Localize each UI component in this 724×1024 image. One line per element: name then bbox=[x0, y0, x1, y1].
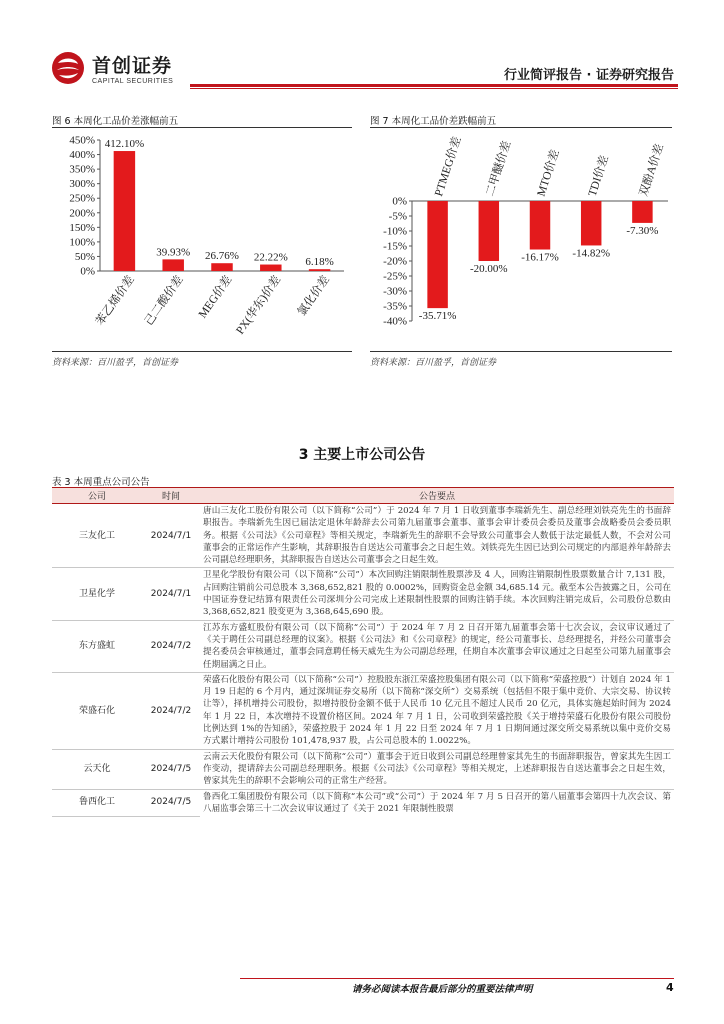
y-tick-label: -40% bbox=[383, 315, 407, 328]
capital-securities-logo-icon bbox=[50, 50, 86, 86]
x-category-label: TDI价差 bbox=[586, 154, 612, 198]
date-cell: 2024/7/5 bbox=[142, 789, 200, 816]
y-tick-label: 150% bbox=[69, 221, 95, 234]
summary-cell: 云南云天化股份有限公司（以下简称“公司”）董事会于近日收到公司副总经理曾家其先生的书面辞职报告，曾家其先生因工作变动，提请辞去公司副总经理职务。根据《公司法》《公司章程》等相关规定，上述辞职报告自送达董事会之日起生效，曾家其先生的辞职不会影响公司的正常生产经营。 bbox=[200, 749, 674, 789]
x-category-label: 苯乙烯价差 bbox=[94, 273, 137, 328]
table-row bbox=[52, 620, 674, 672]
legal-disclaimer-note: 请务必阅读本报告最后部分的重要法律声明 bbox=[352, 984, 533, 995]
bar-value-label: -14.82% bbox=[572, 247, 610, 260]
figure-7-title: 图 7 本周化工品价差跌幅前五 bbox=[370, 116, 497, 127]
footer-divider bbox=[240, 978, 674, 979]
bar-value-label: 39.93% bbox=[156, 246, 191, 259]
table-caption: 表 3 本周重点公司公告 bbox=[52, 477, 150, 488]
bar bbox=[260, 265, 281, 271]
summary-cell: 卫星化学股份有限公司（以下简称“公司”）本次回购注销限制性股票涉及 4 人，回购注销限制性股票数量合计 7,131 股，占回购注销前公司总股本 3,368,652,821 股的 0.0002%，回购资金总金额 34,685.14 元。截至本公告披露之日，公司在中国证券登记结算有限责任公司深圳分公司完成上述限制性股票的回购注销手续。本次回购注销完成后，公司股份总数由 3,368,652,821 股变更为 3,368,645,690 股。 bbox=[200, 568, 674, 620]
bar bbox=[211, 263, 232, 271]
bar-value-label: 6.18% bbox=[305, 256, 334, 269]
figure-7-source: 资料来源：百川盈孚，首创证券 bbox=[370, 358, 497, 368]
bar-value-label: 412.10% bbox=[104, 138, 145, 151]
date-cell: 2024/7/5 bbox=[142, 749, 200, 789]
bar-value-label: -16.17% bbox=[521, 251, 559, 264]
bar bbox=[114, 151, 135, 271]
bar-value-label: 26.76% bbox=[205, 250, 239, 263]
company-cell: 东方盛虹 bbox=[52, 620, 142, 672]
figure-6-title-rule bbox=[52, 127, 352, 128]
y-tick-label: 0% bbox=[80, 265, 95, 278]
x-category-label: 氯化价差 bbox=[295, 273, 333, 319]
figure-6-source: 资料来源：百川盈孚，首创证券 bbox=[52, 358, 179, 368]
figure-6-title: 图 6 本周化工品价差涨幅前五 bbox=[52, 116, 179, 127]
header-summary: 公告要点 bbox=[200, 488, 674, 504]
y-tick-label: -35% bbox=[383, 300, 407, 313]
figure-7-bar-chart bbox=[370, 130, 672, 352]
x-category-label: 双酚A价差 bbox=[637, 142, 667, 198]
figure-6-bottom-rule bbox=[52, 351, 352, 352]
summary-cell: 唐山三友化工股份有限公司（以下简称“公司”）于 2024 年 7 月 1 日收到董事李瑞新先生、副总经理刘铁亮先生的书面辞职报告。李瑞新先生因已届法定退休年龄辞去公司第九届董事会董事、董事会审计委员会委员及董事会战略委员会委员职务。根据《公司法》《公司章程》等相关规定，李瑞新先生的辞职不会导致公司董事会人数低于法定最低人数，不会对公司董事会的正常运作产生影响，其辞职报告自送达公司董事会之日起生效。刘铁亮先生因已达到公司规定的内部退养年龄辞去公司副总经理职务，其辞职报告自送达公司董事会之日起生效。 bbox=[200, 504, 674, 568]
page-header bbox=[50, 50, 678, 90]
bar bbox=[479, 201, 499, 261]
y-tick-label: 0% bbox=[392, 195, 407, 208]
y-tick-label: -20% bbox=[383, 255, 407, 268]
y-tick-label: 400% bbox=[69, 149, 95, 162]
header-divider-thin bbox=[190, 88, 678, 89]
y-tick-label: 250% bbox=[69, 192, 95, 205]
announcements-table bbox=[52, 487, 674, 817]
x-category-label: MEG价差 bbox=[196, 273, 235, 321]
table-header-row bbox=[52, 488, 674, 504]
company-cell: 荣盛石化 bbox=[52, 672, 142, 749]
table-row bbox=[52, 568, 674, 620]
y-tick-label: 50% bbox=[74, 250, 95, 263]
y-tick-label: -5% bbox=[388, 210, 407, 223]
bar-value-label: -35.71% bbox=[418, 310, 457, 323]
table-row bbox=[52, 672, 674, 749]
header-company: 公司 bbox=[52, 488, 142, 504]
x-category-label: MTO价差 bbox=[535, 148, 562, 198]
y-tick-label: 350% bbox=[69, 163, 95, 176]
y-tick-label: -15% bbox=[383, 240, 407, 253]
x-category-label: PX(华东)价差 bbox=[234, 273, 284, 337]
bar bbox=[581, 201, 601, 245]
date-cell: 2024/7/1 bbox=[142, 504, 200, 568]
summary-cell: 荣盛石化股份有限公司（以下简称“公司”）控股股东浙江荣盛控股集团有限公司（以下简称“荣盛控股”）计划自 2024 年 1 月 19 日起的 6 个月内，通过深圳证券交易所（以下简称“深交所”）交易系统（包括但不限于集中竞价、大宗交易、协议转让等），择机增持公司股份，拟增持股份金额不低于人民币 10 亿元且不超过人民币 20 亿元，具体实施起始时间为 2024 年 1 月 22 日，本次增持不设置价格区间。2024 年 7 月 1 日，公司收到荣盛控股《关于增持荣盛石化股份有限公司股份比例达到 1%的告知函》，荣盛控股于 2024 年 1 月 22 日至 2024 年 7 月 1 日期间通过深交所交易系统以集中竞价交易方式累计增持公司股份 101,478,937 股，占公司总股本的 1.0022%。 bbox=[200, 672, 674, 749]
table-row bbox=[52, 789, 674, 816]
figure-7-title-rule bbox=[370, 127, 672, 128]
y-tick-label: -25% bbox=[383, 270, 407, 283]
y-tick-label: 450% bbox=[69, 134, 95, 147]
bar-value-label: -7.30% bbox=[626, 224, 659, 237]
section-title: 3 主要上市公司公告 bbox=[298, 447, 426, 463]
y-tick-label: 300% bbox=[69, 178, 95, 191]
y-tick-label: -10% bbox=[383, 225, 407, 238]
header-divider bbox=[190, 84, 678, 87]
x-category-label: 二甲醚价差 bbox=[484, 139, 514, 198]
company-cell: 鲁西化工 bbox=[52, 789, 142, 816]
y-tick-label: -30% bbox=[383, 285, 407, 298]
bar bbox=[632, 201, 652, 223]
company-cell: 云天化 bbox=[52, 749, 142, 789]
report-type-label: 行业简评报告 · 证券研究报告 bbox=[504, 68, 674, 83]
y-tick-label: 200% bbox=[69, 207, 95, 220]
bar-value-label: -20.00% bbox=[470, 263, 508, 275]
table-row bbox=[52, 504, 674, 568]
summary-cell: 江苏东方盛虹股份有限公司（以下简称“公司”）于 2024 年 7 月 2 日召开第九届董事会第十七次会议，会议审议通过了《关于聘任公司副总经理的议案》。根据《公司法》和《公司章程》的规定，经公司董事长、总经理提名，并经公司董事会提名委员会审核通过，董事会同意聘任杨天威先生为公司副总经理，任期自本次董事会审议通过之日起至公司第九届董事会任期届满之日止。 bbox=[200, 620, 674, 672]
date-cell: 2024/7/1 bbox=[142, 568, 200, 620]
table-row bbox=[52, 749, 674, 789]
x-category-label: 己二酸价差 bbox=[142, 273, 186, 328]
summary-cell: 鲁西化工集团股份有限公司（以下简称“本公司”或“公司”）于 2024 年 7 月 5 日召开的第八届董事会第四十九次会议、第八届监事会第三十二次会议审议通过了《关于 2021 年限制性股票 bbox=[203, 791, 671, 814]
logo-english-name: CAPITAL SECURITIES bbox=[92, 78, 174, 85]
bar bbox=[309, 269, 330, 271]
bar bbox=[530, 201, 550, 250]
page-number: 4 bbox=[666, 981, 674, 994]
logo-chinese-name: 首创证券 bbox=[92, 55, 173, 77]
figure-7-bottom-rule bbox=[370, 351, 672, 352]
x-category-label: PTMEG价差 bbox=[433, 135, 464, 198]
bar-value-label: 22.22% bbox=[253, 251, 288, 264]
company-cell: 三友化工 bbox=[52, 504, 142, 568]
company-cell: 卫星化学 bbox=[52, 568, 142, 620]
header-date: 时间 bbox=[142, 488, 200, 504]
figure-6-bar-chart bbox=[52, 130, 352, 352]
bar bbox=[162, 259, 183, 271]
bar bbox=[427, 201, 447, 308]
date-cell: 2024/7/2 bbox=[142, 672, 200, 749]
date-cell: 2024/7/2 bbox=[142, 620, 200, 672]
y-tick-label: 100% bbox=[69, 236, 95, 249]
company-logo bbox=[50, 50, 173, 86]
